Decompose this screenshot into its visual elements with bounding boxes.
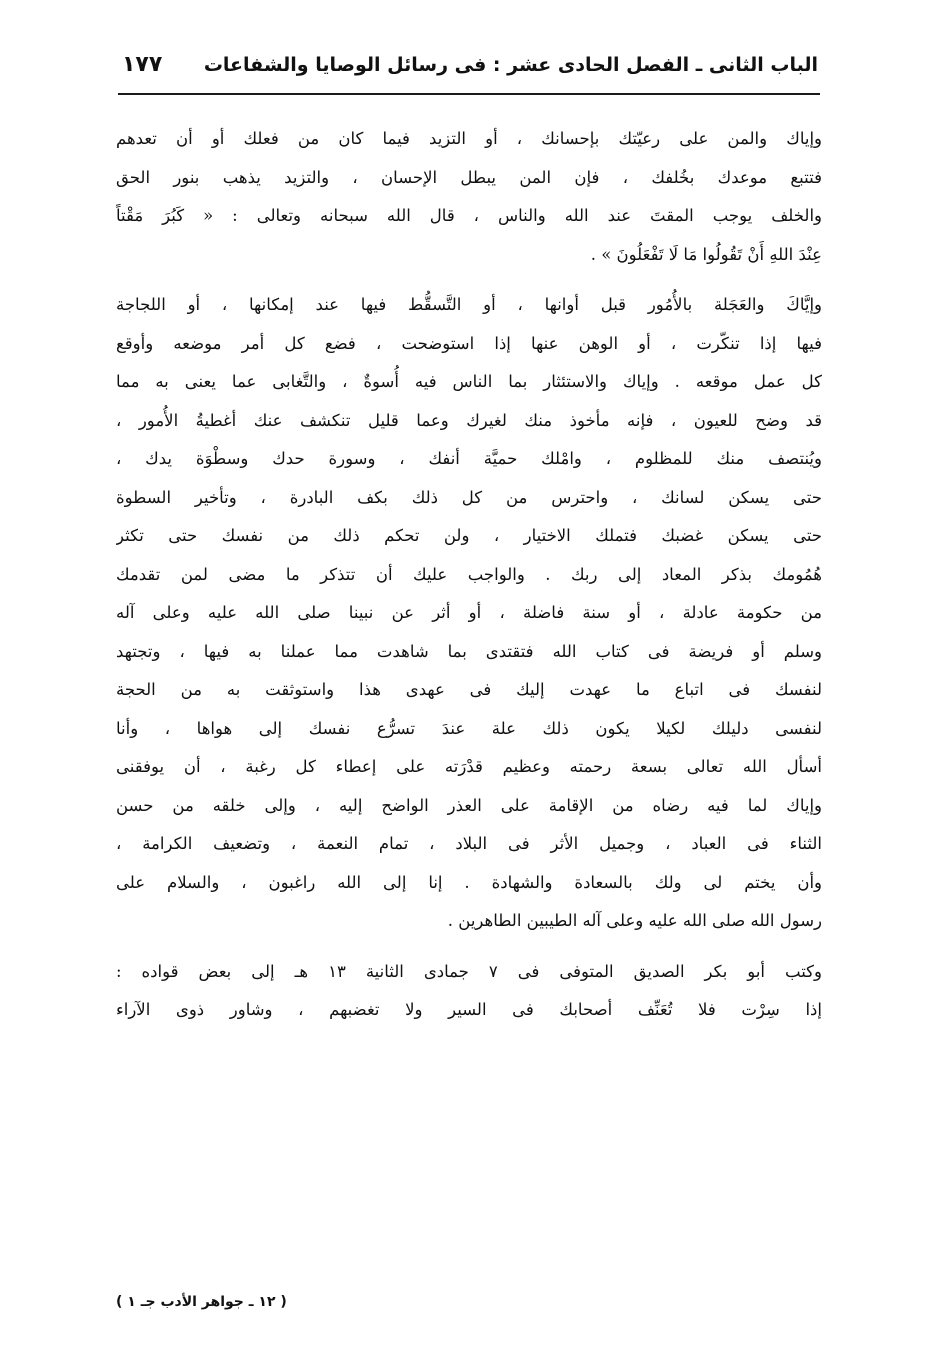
text-line: عِنْدَ اللهِ أَنْ تَقُولُوا مَا لَا تَفْعَلُونَ » . [590, 244, 822, 264]
text-line: الثناء فى العباد ، وجميل الأثر فى البلاد ، تمام النعمة ، وتضعيف الكرامة ، [116, 834, 822, 853]
paragraph-1 [116, 120, 822, 274]
text-line: حتى يسكن لسانك ، واحترس من كل ذلك بكف البادرة ، وتأخير السطوة [116, 487, 822, 507]
text-line: وسلم أو فريضة فى كتاب الله فتقتدى بما شاهدت مما عملنا به فيها ، وتجتهد [116, 641, 822, 661]
text-line: حتى يسكن غضبك فتملك الاختيار ، ولن تحكم ذلك من نفسك حتى تكثر [116, 526, 822, 545]
text-line: رسول الله صلى الله عليه وعلى آله الطيبين الطاهرين . [447, 911, 822, 930]
text-line: من حكومة عادلة ، أو سنة فاضلة ، أو أثر عن نبينا صلى الله عليه وعلى آله [116, 603, 822, 622]
running-header [118, 44, 818, 88]
text-line: ويُنتصف منك للمظلوم ، وامْلك حميَّة أنفك ، وسورة حدك وسطْوَة يدك ، [116, 449, 822, 468]
chapter-title: الباب الثانى ـ الفصل الحادى عشر : فى رسائل الوصايا والشفاعات [203, 54, 818, 76]
text-line: وإياك والمن على رعيّتك بإحسانك ، أو التزيد فيما كان من فعلك أو أن تعدهم [116, 129, 822, 148]
signature-mark: ( ١٢ ـ جواهر الأدب جـ ١ ) [116, 1294, 287, 1310]
header-rule [118, 93, 820, 95]
text-line: وإياك لما فيه رضاه من الإقامة على العذر الواضح إليه ، وإلى خلقه من حسن [116, 795, 822, 815]
text-line: والخلف يوجب المقتَ عند الله والناس ، قال الله سبحانه وتعالى : « كَبُرَ مَقْتاً [116, 206, 822, 225]
text-line: وإيَّاكَ والعَجَلة بالأُمُور قبل أوانها ، أو التَّسقُّط فيها عند إمكانها ، أو اللجاجة [116, 295, 822, 314]
text-line: هُمُومك بذكر المعاد إلى ربك . والواجب عليك أن تتذكر ما مضى لمن تقدمك [116, 564, 822, 584]
text-line: وأن يختم لى ولك بالسعادة والشهادة . إنا إلى الله راغبون ، والسلام على [116, 872, 822, 892]
paragraph-3 [116, 953, 822, 1030]
text-line: كل عمل موقعه . وإياك والاستئثار بما الناس فيه أُسوةٌ ، والتَّغابى عما يعنى به مما [116, 372, 822, 391]
text-line: فيها إذا تنكّرت ، أو الوهن عنها إذا استوضحت ، فضع كل أمر موضعه وأوقع [116, 333, 822, 353]
text-line: لنفسك فى اتباع ما عهدت إليك فى عهدى هذا واستوثقت به من الحجة [116, 680, 822, 699]
text-line: وكتب أبو بكر الصديق المتوفى فى ٧ جمادى الثانية ١٣ هـ إلى بعض قواده : [116, 961, 822, 981]
text-line: إذا سِرْت فلا تُعَنِّف أصحابك فى السير ولا تغضبهم ، وشاور ذوى الآراء [116, 1000, 822, 1019]
paragraph-gap [116, 941, 822, 953]
page-number: ١٧٧ [122, 52, 163, 77]
paragraph-2 [116, 286, 822, 941]
text-line: أسأل الله تعالى بسعة رحمته وعظيم قدْرَته على إعطاء كل رغبة ، أن يوفقنى [116, 757, 822, 776]
paragraph-gap [116, 274, 822, 286]
body-text [116, 120, 822, 1030]
text-line: قد وضح للعيون ، فإنه مأخوذ منك لغيرك وعما قليل تنكشف عنك أغطيةُ الأُمور ، [116, 410, 822, 430]
text-line: فتتبع موعدك بخُلفك ، فإن المن يبطل الإحسان ، والتزيد يذهب بنور الحق [116, 167, 822, 187]
text-line: لنفسى دليلك لكيلا يكون ذلك علة عندَ تسرُّع نفسك إلى هواها ، وأنا [116, 718, 822, 738]
